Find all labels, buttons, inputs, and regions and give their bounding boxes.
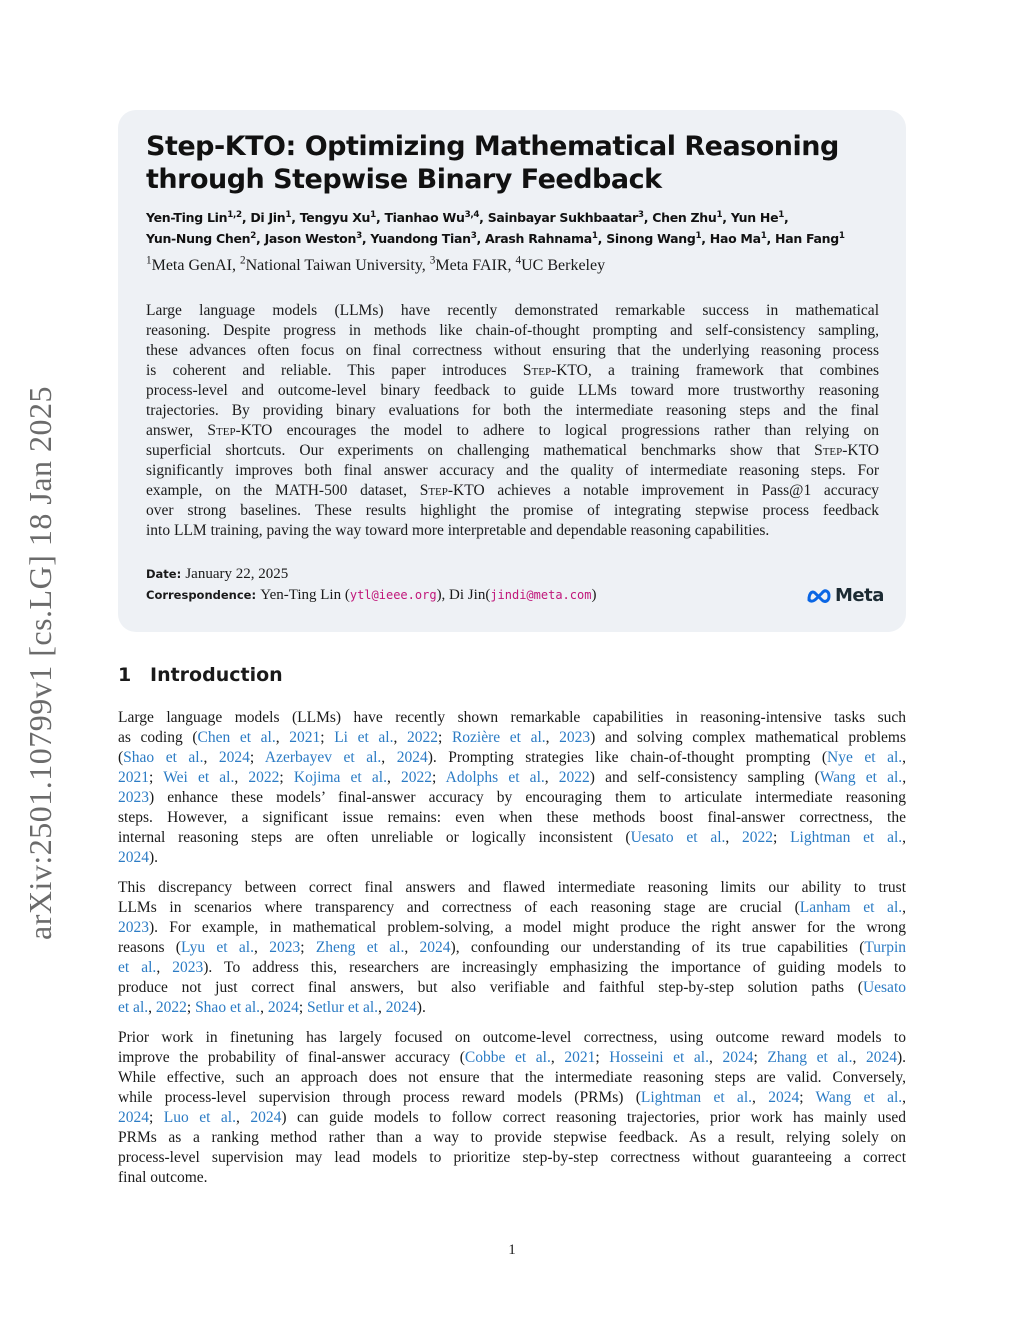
author [300,210,376,225]
citation-link[interactable]: 2024 [722,1049,754,1066]
citation-link[interactable]: 2021 [118,769,149,786]
author [146,210,242,225]
author-affil-marker: 1 [760,230,767,241]
author-name: Sainbayar Sukhbaatar [487,210,638,225]
author-name: Chen Zhu [652,210,717,225]
citation-link[interactable]: 2022 [155,999,187,1016]
author-affil-marker: 2 [250,230,257,241]
citation-link[interactable]: 2022 [248,769,280,786]
abstract-line: process-level and outcome-level binary feedback to guide LLMs toward more trustworthy reasoning [146,382,879,399]
citation-link[interactable]: 2022 [558,769,590,786]
affiliation-name: Meta FAIR [435,257,508,274]
date-value: January 22, 2025 [185,566,289,582]
author [384,210,479,225]
intro-paragraph [118,708,906,868]
author [731,210,784,225]
affiliation-marker: 2 [240,254,246,267]
correspondence-label: Correspondence: [146,588,257,602]
author [485,231,598,246]
citation-link[interactable]: Cobbe et al. [464,1049,551,1066]
citation-link[interactable]: Uesato [862,979,906,996]
citation-link[interactable]: Setlur et al. [307,999,379,1016]
author [370,231,476,246]
affiliations: $^1$Meta GenAI, $^2$National Taiwan University, $^3$Meta FAIR, $^4$UC Berkeley [146,254,606,274]
author-name: Yuandong Tian [370,231,471,246]
paragraph-line: This discrepancy between correct final answers and flawed intermediate reasoning limits our ability to trust [118,879,906,896]
author-affil-marker: 1 [591,230,598,241]
paper-title [146,130,886,196]
method-name: Step-KTO [522,362,588,379]
paragraph-line: improve the probability of final-answer accuracy (Cobbe et al., 2021; Hosseini et al., 2024; Zhang et al., 2024). [118,1049,907,1066]
title-line: Step-KTO: Optimizing Mathematical Reasoning [146,131,839,162]
paragraph-line: et al., 2023). To address this, researchers are increasingly emphasizing the importance of guiding models to [118,959,907,976]
author-line: Yen-Ting Lin$^{1,2}$, Di Jin$^1$, Tengyu Xu$^1$, Tianhao Wu$^{3,4}$, Sainbayar Sukhbaatar$^3$, Chen Zhu$^1$, Yun He$^1$, [146,209,789,225]
intro-paragraph [118,878,906,1018]
author [606,231,701,246]
paragraph-line: PRMs as a ranking method rather than a way to provide stepwise feedback. As a result, relying solely on [118,1129,906,1146]
citation-link[interactable]: 2024 [866,1049,897,1066]
citation-link[interactable]: 2022 [401,769,433,786]
abstract-line: answer, Step-KTO encourages the model to adhere to logical progressions rather than relying on [146,422,879,439]
author-affil-marker: 1 [716,209,723,220]
paragraph-line: process-level supervision may lead models to prioritize step-by-step correctness without guaranteeing a correct [118,1149,906,1166]
citation-link[interactable]: 2021 [564,1049,596,1066]
citation-link[interactable]: et al. [118,999,149,1016]
author-name: Jason Weston [264,231,357,246]
citation-link[interactable]: 2024 [396,749,428,766]
paragraph-line: 2023). For example, in mathematical problem-solving, a model might produce the right answer for the wrong [118,919,906,936]
author-list [146,207,896,249]
citation-link[interactable]: Wang et al. [815,1089,903,1106]
correspondence-row [146,587,596,604]
citation-link[interactable]: 2024 [419,939,451,956]
paragraph-line: et al., 2022; Shao et al., 2024; Setlur et al., 2024). [118,999,426,1016]
paragraph-line: while process-level supervision through process reward models (PRMs) (Lightman et al., 2024; Wang et al., [118,1089,907,1106]
citation-link[interactable]: Rozière et al. [451,729,546,746]
abstract-line: Large language models (LLMs) have recently demonstrated remarkable success in mathematical [146,302,879,319]
author-name: Yun He [730,210,779,225]
citation-link[interactable]: 2024 [267,999,299,1016]
citation-link[interactable]: Zheng et al. [315,939,405,956]
citation-link[interactable]: 2023 [118,919,149,936]
author-name: Tianhao Wu [384,210,465,225]
author-name: Sinong Wang [606,231,696,246]
citation-link[interactable]: Li et al. [334,729,394,746]
citation-link[interactable]: Chen et al. [197,729,276,746]
paragraph-line: 2024; Luo et al., 2024) can guide models to follow correct reasoning trajectories, prior work has mainly used [118,1109,907,1126]
author-name: Tengyu Xu [299,210,371,225]
paragraph-line: reasons (Lyu et al., 2023; Zheng et al., 2024), confounding our understanding of its true capabilities (Turpin [118,939,907,956]
author-affil-marker: 1,2 [227,209,242,220]
affiliation-name: UC Berkeley [521,257,606,274]
abstract-line: trajectories. By providing binary evaluations for both the intermediate reasoning steps and the final [146,402,879,419]
section-heading [118,664,283,686]
citation-link[interactable]: 2022 [742,829,774,846]
citation-link[interactable]: Adolphs et al. [445,769,545,786]
paragraph-line: internal reasoning steps are often unreliable or logically inconsistent (Uesato et al., 2022; Lightman et al., [118,829,907,846]
author [265,231,362,246]
abstract-line: is coherent and reliable. This paper introduces Step-KTO, a training framework that combines [146,362,879,379]
author-affil-marker: 3 [637,209,644,220]
citation-link[interactable]: 2024 [218,749,250,766]
citation-link[interactable]: Zhang et al. [767,1049,853,1066]
abstract-line: example, on the MATH-500 dataset, Step-KTO achieves a notable improvement in Pass@1 accuracy [146,482,879,499]
author [488,210,644,225]
abstract [146,301,879,541]
citation-link[interactable]: 2023 [118,789,149,806]
citation-link[interactable]: 2024 [250,1109,282,1126]
author-affil-marker: 1 [285,209,292,220]
citation-link[interactable]: Nye et al. [827,749,903,766]
citation-link[interactable]: Wei et al. [163,769,235,786]
affiliation-name: Meta GenAI [151,257,233,274]
citation-link[interactable]: 2024 [118,1109,149,1126]
citation-link[interactable]: 2023 [559,729,591,746]
author [146,231,256,246]
paragraph-line: final outcome. [118,1169,208,1186]
author-affil-marker: 1 [370,209,376,220]
citation-link[interactable]: Wang et al. [819,769,903,786]
author-affil-marker: 3 [470,230,477,241]
paragraph-line: 2024). [118,849,159,866]
abstract-line: reasoning. Despite progress in methods like chain-of-thought prompting and self-consistency sampling, [146,322,879,339]
citation-link[interactable]: Shao et al. [195,999,261,1016]
paragraph-line: Large language models (LLMs) have recently shown remarkable capabilities in reasoning-intensive tasks such [118,709,906,726]
author-affil-marker: 1 [838,230,845,241]
citation-link[interactable]: Azerbayev et al. [264,749,382,766]
citation-link[interactable]: 2024 [118,849,149,866]
author-name: Di Jin [250,210,286,225]
citation-link[interactable]: 2023 [269,939,301,956]
date-row [146,566,288,583]
author [775,231,845,246]
paragraph-line: Prior work in finetuning has largely focused on outcome-level correctness, using outcome reward models to [118,1029,906,1046]
section-title: Introduction [150,664,283,686]
section-number: 1 [118,664,132,686]
method-name: Step-KTO [814,442,879,459]
correspondence-end: ) [591,587,597,603]
paragraph-line: produce not just correct final answers, but also verifiable and faithful step-by-step solution paths (Uesato [118,979,906,996]
citation-link[interactable]: Lightman et al. [640,1089,752,1106]
affiliation-name: National Taiwan University [245,257,422,274]
correspondence-name: Yen-Ting Lin ( [260,587,350,603]
citation-link[interactable]: Luo et al. [163,1109,236,1126]
citation-link[interactable]: Lyu et al. [180,939,254,956]
citation-link[interactable]: Shao et al. [123,749,204,766]
author [710,231,767,246]
arxiv-stamp: arXiv:2501.10799v1 [cs.LG] 18 Jan 2025 [22,385,58,940]
abstract-line: superficial shortcuts. Our experiments on challenging mathematical benchmarks show that Step-KTO [146,442,879,459]
affiliation-marker: 1 [146,254,152,267]
author-name: Han Fang [775,231,839,246]
meta-logo [806,585,884,606]
author-affil-marker: 1 [778,209,785,220]
citation-link[interactable]: 2021 [289,729,321,746]
author-name: Arash Rahnama [485,231,592,246]
abstract-line: significantly improves both final answer accuracy and the quality of intermediate reasoning steps. For [146,462,879,479]
meta-logo-text: Meta [835,585,884,606]
citation-link[interactable]: Lightman et al. [790,829,903,846]
paragraph-line: steps. However, a significant issue remains: even when these methods boost final-answer correctness, the [118,809,906,826]
citation-link[interactable]: Lanham et al. [799,899,903,916]
author-affil-marker: 1 [695,230,702,241]
author-name: Hao Ma [709,231,761,246]
author-affil-marker: 3 [356,230,362,241]
method-name: Step-KTO [419,482,485,499]
meta-infinity-icon [806,588,832,604]
citation-link[interactable]: Uesato et al. [630,829,726,846]
citation-link[interactable]: Hosseini et al. [609,1049,709,1066]
author-affil-marker: 3,4 [464,209,480,220]
citation-link[interactable]: Turpin [864,939,907,956]
title-line: through Stepwise Binary Feedback [146,164,662,195]
affiliation-marker: 3 [429,254,436,267]
author-name: Yun-Nung Chen [146,231,251,246]
citation-link[interactable]: 2024 [768,1089,800,1106]
email-link[interactable]: ytl@ieee.org [349,588,437,602]
abstract-line: over strong baselines. These results highlight the promise of integrating stepwise process feedback [146,502,879,519]
abstract-line: into LLM training, paving the way toward more interpretable and dependable reasoning capabilities. [146,522,770,539]
date-label: Date: [146,567,182,581]
correspondence-name: ), Di Jin( [436,587,491,603]
author-name: Yen-Ting Lin [146,210,228,225]
paragraph-line: 2023) enhance these models’ final-answer accuracy by encouraging them to articulate intermediate reasoning [118,789,906,806]
email-link[interactable]: jindi@meta.com [490,588,592,602]
citation-link[interactable]: 2022 [407,729,438,746]
citation-link[interactable]: 2024 [385,999,417,1016]
paragraph-line: LLMs in scenarios where transparency and correctness of each reasoning stage are crucial (Lanham et al., [118,899,906,916]
author [250,210,291,225]
author-line: Yun-Nung Chen$^2$, Jason Weston$^3$, Yuandong Tian$^3$, Arash Rahnama$^1$, Sinong Wang$^1$, Hao Ma$^1$, Han Fang$^1$ [146,230,845,246]
citation-link[interactable]: 2023 [172,959,204,976]
intro-paragraph [118,1028,906,1188]
abstract-line: these advances often focus on final correctness without ensuring that the underlying reasoning process [146,342,879,359]
author [652,210,722,225]
citation-link[interactable]: et al. [118,959,157,976]
citation-link[interactable]: Kojima et al. [293,769,387,786]
paragraph-line: as coding (Chen et al., 2021; Li et al., 2022; Rozière et al., 2023) and solving complex mathematical problems [118,729,907,746]
paragraph-line: 2021; Wei et al., 2022; Kojima et al., 2022; Adolphs et al., 2022) and self-consistency sampling (Wang et al., [118,769,907,786]
paragraph-line: While effective, such an approach does not ensure that the intermediate reasoning steps are valid. Conversely, [118,1069,906,1086]
affiliation-marker: 4 [515,254,522,267]
paragraph-line: (Shao et al., 2024; Azerbayev et al., 2024). Prompting strategies like chain-of-thought prompting (Nye et al., [118,749,907,766]
page-number: 1 [508,1242,516,1258]
method-name: Step-KTO [207,422,273,439]
